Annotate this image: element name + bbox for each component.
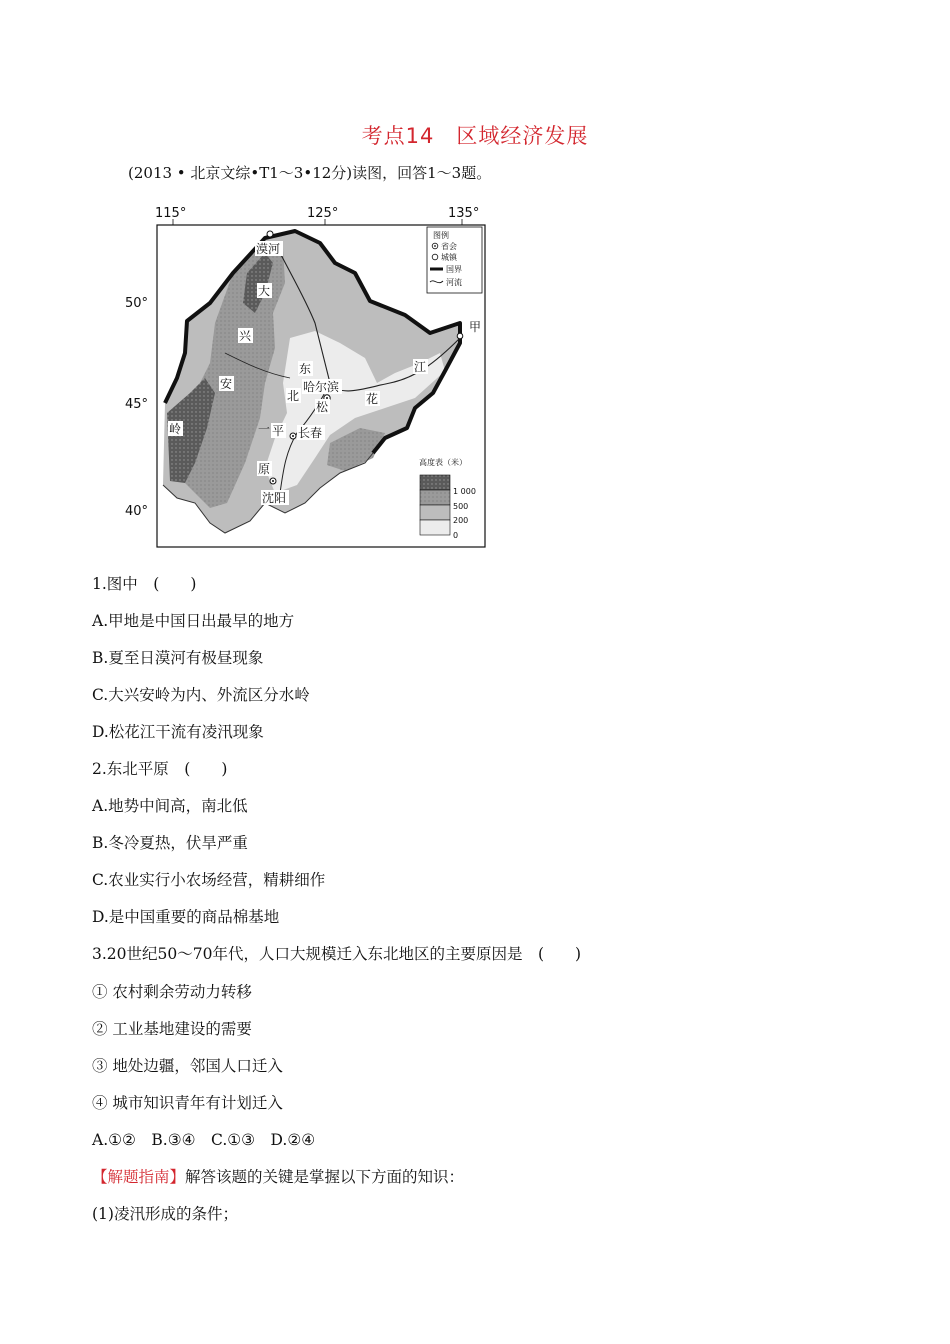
lon-label-135: 135° [448,206,480,221]
q1-option-b: B.夏至日漠河有极昼现象 [92,649,264,667]
label-ping: 平 [272,424,285,438]
q1-option-d: D.松花江干流有凌汛现象 [92,723,264,741]
label-dong: 东 [299,362,312,376]
lat-label-40: 40° [125,504,149,519]
label-shenyang: 沈阳 [262,491,287,505]
label-yi: 一 [258,422,271,436]
label-jia: 甲 [469,320,482,334]
q3-item-3: ③ 地处边疆，邻国人口迁入 [92,1057,283,1075]
elevation-500: 500 [453,502,469,511]
q2-option-c: C.农业实行小农场经营，精耕细作 [92,871,326,889]
q3-item-1: ① 农村剩余劳动力转移 [92,983,252,1001]
elevation-0: 0 [453,531,459,540]
label-an: 安 [220,377,233,391]
elevation-1000: 1 000 [453,487,476,496]
q3-item-2: ② 工业基地建设的需要 [92,1020,252,1038]
page-title: 考点14 区域经济发展 [361,124,589,148]
legend-border: 国界 [446,265,462,274]
legend-river: 河流 [446,278,462,287]
q2-option-d: D.是中国重要的商品棉基地 [92,908,280,926]
guide-text: 解答该题的关键是掌握以下方面的知识： [185,1168,465,1186]
northeast-china-map [115,203,495,553]
label-changchun: 长春 [298,426,323,440]
map-legend [427,227,482,293]
label-jiang: 江 [414,360,427,374]
legend-title: 图例 [433,231,449,240]
label-xing: 兴 [239,329,252,343]
solution-guide [92,1165,464,1187]
q2-option-a: A.地势中间高，南北低 [92,797,248,815]
guide-point-1: (1)凌汛形成的条件； [92,1205,238,1223]
label-hua: 花 [366,392,379,406]
label-mohe: 漠河 [256,242,281,256]
label-da: 大 [258,284,271,298]
q1-option-c: C.大兴安岭为内、外流区分水岭 [92,686,310,704]
lon-label-115: 115° [155,206,187,221]
q2-option-b: B.冬冷夏热，伏旱严重 [92,834,248,852]
lat-label-50: 50° [125,296,149,311]
question-2-stem: 2.东北平原 ( ) [92,760,228,778]
guide-label: 【解题指南】 [92,1168,186,1186]
question-1-stem: 1.图中 ( ) [92,575,197,593]
q1-option-a: A.甲地是中国日出最早的地方 [92,612,295,630]
label-ling: 岭 [169,422,182,436]
jia-marker [457,333,463,339]
q3-choices: A.①② B.③④ C.①③ D.②④ [92,1131,316,1149]
legend-town: 城镇 [441,253,457,262]
question-3-stem: 3.20世纪50～70年代，人口大规模迁入东北地区的主要原因是 ( ) [92,945,582,963]
mohe-town-marker [267,231,273,237]
lat-label-45: 45° [125,397,149,412]
label-bei: 北 [287,389,300,403]
label-song: 松 [316,400,329,414]
label-harbin: 哈尔滨 [303,380,340,394]
legend-capital: 省会 [441,242,457,251]
elevation-title: 高度表（米） [419,458,467,467]
elevation-200: 200 [453,516,469,525]
lon-label-125: 125° [307,206,339,221]
town-symbol-icon [432,254,438,260]
label-yuan: 原 [258,462,271,476]
q3-item-4: ④ 城市知识青年有计划迁入 [92,1094,283,1112]
question-intro: (2013 • 北京文综•T1～3•12分)读图，回答1～3题。 [128,164,492,182]
